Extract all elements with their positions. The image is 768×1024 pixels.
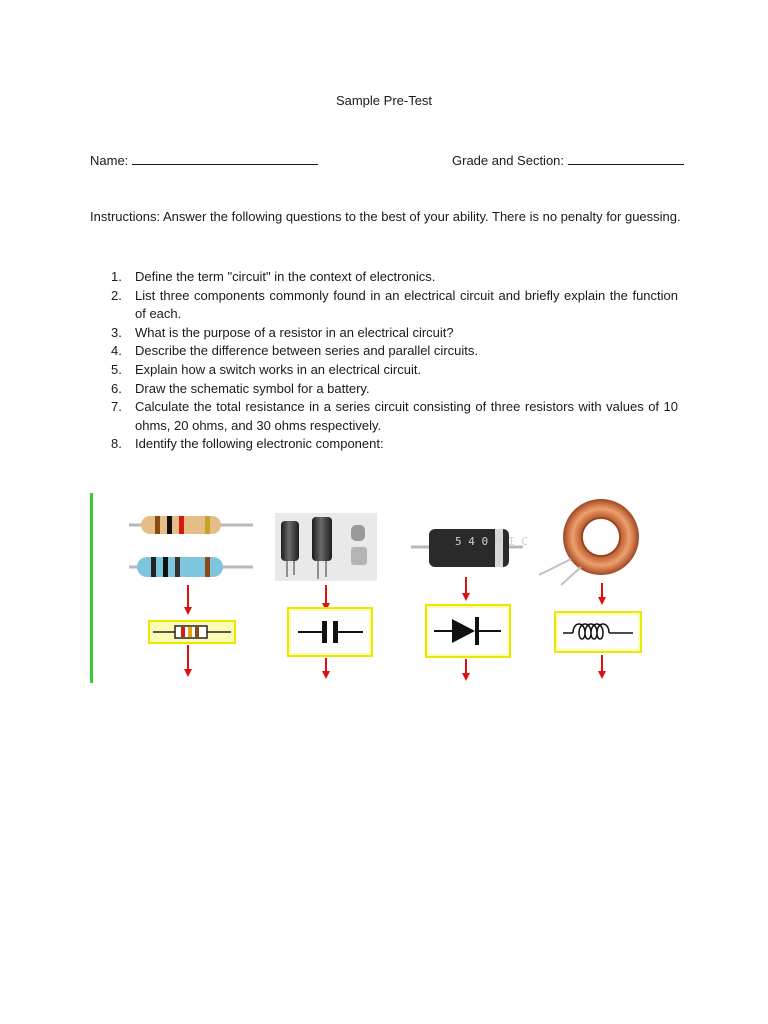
question-number: 7. bbox=[111, 399, 122, 415]
name-field-row bbox=[90, 151, 318, 168]
page-title: Sample Pre-Test bbox=[335, 93, 433, 108]
grade-section-blank[interactable] bbox=[568, 151, 684, 165]
inductor-icon bbox=[555, 612, 641, 652]
question-number: 5. bbox=[111, 361, 122, 377]
diode-icon bbox=[426, 605, 510, 657]
question-number: 4. bbox=[111, 343, 122, 359]
grade-section-label: Grade and Section: bbox=[452, 153, 565, 168]
question-text: Describe the difference between series and parallel circuits. bbox=[135, 343, 478, 359]
question-item bbox=[90, 398, 678, 435]
question-number: 6. bbox=[111, 380, 122, 396]
question-text: Draw the schematic symbol for a battery. bbox=[135, 380, 370, 396]
capacitor-icon bbox=[288, 608, 372, 656]
question-item bbox=[90, 287, 678, 324]
question-number: 1. bbox=[111, 269, 122, 284]
question-text: List three components commonly found in an electrical circuit and briefly explain the function of each. bbox=[135, 287, 678, 322]
inductor-photo bbox=[539, 499, 639, 585]
question-text: Calculate the total resistance in a series circuit consisting of three resistors with values of 10 ohms, 20 ohms, and 30 ohms respectively. bbox=[135, 399, 678, 433]
question-text: Identify the following electronic component: bbox=[135, 436, 384, 452]
question-item bbox=[90, 380, 678, 399]
question-number: 8. bbox=[111, 436, 122, 452]
question-text: Define the term "circuit" in the context of electronics. bbox=[135, 269, 436, 284]
question-item bbox=[90, 361, 678, 380]
question-list bbox=[90, 268, 678, 454]
question-item bbox=[90, 324, 678, 343]
capacitor-photo bbox=[275, 513, 377, 581]
name-label: Name: bbox=[90, 153, 129, 168]
question-text: Explain how a switch works in an electrical circuit. bbox=[135, 361, 422, 377]
grade-section-row bbox=[452, 151, 684, 168]
resistor-photo bbox=[129, 516, 253, 577]
question-item bbox=[90, 268, 678, 287]
instructions: Instructions: Answer the following questions to the best of your ability. There is no penalty for guessing. bbox=[90, 209, 681, 224]
question-number: 3. bbox=[111, 324, 122, 340]
resistor-icon bbox=[149, 621, 235, 643]
question-number: 2. bbox=[111, 287, 122, 303]
name-blank[interactable] bbox=[132, 151, 318, 165]
diode-marking: 5 4 0 M I C bbox=[455, 535, 528, 548]
question-text: What is the purpose of a resistor in an electrical circuit? bbox=[135, 324, 454, 340]
component-figure bbox=[93, 493, 693, 688]
question-item bbox=[90, 435, 678, 454]
diode-photo bbox=[411, 529, 528, 567]
question-item bbox=[90, 342, 678, 361]
